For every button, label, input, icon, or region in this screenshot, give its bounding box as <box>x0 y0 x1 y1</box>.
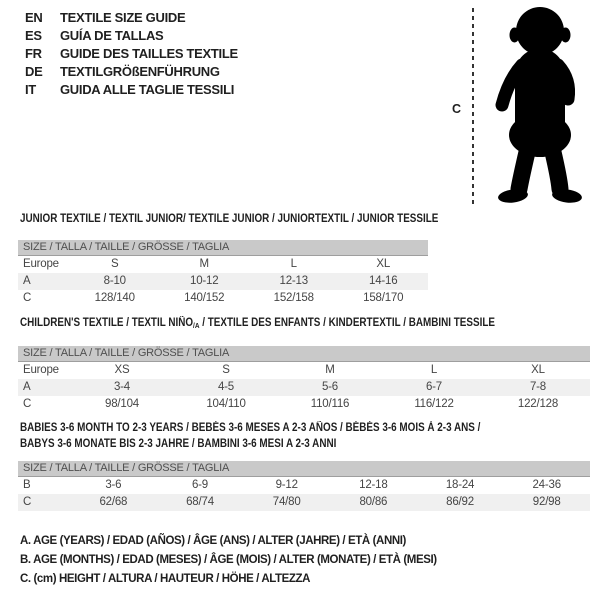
legend-line: B. AGE (MONTHS) / EDAD (MESES) / ÂGE (MOIS) / ALTER (MONATE) / ETÀ (MESI) <box>20 554 437 566</box>
table-cell: 3-4 <box>113 381 131 393</box>
babies-textile-title <box>20 420 480 452</box>
table-cell: 12-18 <box>359 479 388 491</box>
table-cell: 62/68 <box>99 496 128 508</box>
table-title-segment: BABYS 3-6 MONATE BIS 2-3 JAHRE / BAMBINI 3-6 MESI A 2-3 ANNI <box>20 438 337 450</box>
language-code: EN <box>25 9 43 25</box>
language-label: TEXTILE SIZE GUIDE <box>60 9 186 25</box>
row-label: A <box>23 381 31 393</box>
table-cell: 14-16 <box>369 275 398 287</box>
size-header-bar: SIZE / TALLA / TAILLE / GRÖSSE / TAGLIA <box>18 461 590 477</box>
language-label: TEXTILGRÖßENFÜHRUNG <box>60 63 220 79</box>
row-label: C <box>23 292 32 304</box>
language-code: DE <box>25 63 43 79</box>
table-title-line <box>20 315 495 334</box>
babies-textile-table <box>18 461 590 511</box>
table-cell: 92/98 <box>532 496 561 508</box>
table-cell: 158/170 <box>363 292 404 304</box>
table-cell: 86/92 <box>446 496 474 508</box>
table-row <box>18 396 590 413</box>
junior-textile-title <box>20 211 438 227</box>
table-cell: 74/80 <box>272 496 301 508</box>
table-cell: 104/110 <box>206 398 246 410</box>
table-cell: 12-13 <box>279 275 308 287</box>
row-label: B <box>23 479 31 491</box>
table-cell: 128/140 <box>94 292 135 304</box>
table-cell: L <box>430 364 438 376</box>
table-cell: S <box>111 258 119 270</box>
table-cell: XL <box>376 258 391 270</box>
row-label: C <box>23 496 32 508</box>
row-label: A <box>23 275 31 287</box>
table-title-segment: JUNIOR TEXTILE / TEXTIL JUNIOR/ TEXTILE JUNIOR / JUNIORTEXTIL / JUNIOR TESSILE <box>20 213 439 225</box>
table-cell: 80/86 <box>359 496 388 508</box>
row-label: Europe <box>23 258 59 270</box>
junior-textile-table <box>18 240 428 307</box>
table-cell: XL <box>531 364 545 376</box>
language-label: GUIDA ALLE TAGLIE TESSILI <box>60 81 235 97</box>
table-cell: M <box>199 258 209 270</box>
table-cell: XS <box>114 364 130 376</box>
table-cell: 7-8 <box>529 381 547 393</box>
table-cell: 6-9 <box>191 479 209 491</box>
language-label: GUÍA DE TALLAS <box>60 27 164 43</box>
language-row <box>25 62 238 80</box>
table-title-segment: / TEXTILE DES ENFANTS / KINDERTEXTIL / BAMBINI TESSILE <box>199 317 495 329</box>
table-row <box>18 256 428 273</box>
language-row <box>25 26 238 44</box>
table-cell: 5-6 <box>321 381 339 393</box>
table-row <box>18 362 590 379</box>
table-cell: L <box>290 258 297 270</box>
table-cell: M <box>325 364 335 376</box>
table-title-line <box>20 211 438 227</box>
table-cell: 116/122 <box>414 398 454 410</box>
language-row <box>25 8 238 26</box>
baby-silhouette-icon <box>483 4 597 206</box>
table-title-line <box>20 420 480 436</box>
table-cell: 9-12 <box>275 479 298 491</box>
language-list <box>25 8 238 98</box>
table-cell: 24-36 <box>532 479 561 491</box>
table-cell: 10-12 <box>190 275 219 287</box>
table-cell: 6-7 <box>425 381 443 393</box>
language-row <box>25 80 238 98</box>
language-row <box>25 44 238 62</box>
table-cell: 140/152 <box>184 292 225 304</box>
table-title-segment: BABIES 3-6 MONTH TO 2-3 YEARS / BEBÉS 3-6 MESES A 2-3 AÑOS / BÉBÉS 3-6 MOIS À 2-3 ANS / <box>20 422 481 434</box>
legend-line: A. AGE (YEARS) / EDAD (AÑOS) / ÂGE (ANS) / ALTER (JAHRE) / ETÀ (ANNI) <box>20 535 406 547</box>
size-header-bar: SIZE / TALLA / TAILLE / GRÖSSE / TAGLIA <box>18 240 428 256</box>
language-code: IT <box>25 81 36 97</box>
height-measure-dashed-line <box>472 8 474 206</box>
table-title-segment: CHILDREN'S TEXTILE / TEXTIL NIÑO <box>20 317 194 329</box>
language-code: ES <box>25 27 42 43</box>
table-cell: 110/116 <box>310 398 350 410</box>
legend-line: C. (cm) HEIGHT / ALTURA / HAUTEUR / HÖHE / ALTEZZA <box>20 573 311 585</box>
table-cell: 3-6 <box>105 479 122 491</box>
table-cell: 8-10 <box>103 275 126 287</box>
row-label: Europe <box>23 364 59 376</box>
table-cell: S <box>222 364 230 376</box>
childrens-textile-table <box>18 346 590 413</box>
size-header-bar: SIZE / TALLA / TAILLE / GRÖSSE / TAGLIA <box>18 346 590 362</box>
table-title-segment: /A <box>193 321 200 330</box>
table-row <box>18 379 590 396</box>
table-row <box>18 273 428 290</box>
table-cell: 18-24 <box>445 479 475 491</box>
table-cell: 122/128 <box>517 398 559 410</box>
measure-legend <box>20 532 437 589</box>
language-label: GUIDE DES TAILLES TEXTILE <box>60 45 238 61</box>
table-title-line <box>20 436 480 452</box>
language-code: FR <box>25 45 42 61</box>
table-cell: 98/104 <box>105 398 139 410</box>
table-row <box>18 477 590 494</box>
table-cell: 152/158 <box>273 292 314 304</box>
table-cell: 68/74 <box>186 496 214 508</box>
childrens-textile-title <box>20 315 495 334</box>
height-measure-label: C <box>452 102 462 116</box>
table-cell: 4-5 <box>217 381 235 393</box>
table-row <box>18 290 428 307</box>
table-row <box>18 494 590 511</box>
row-label: C <box>23 398 32 410</box>
